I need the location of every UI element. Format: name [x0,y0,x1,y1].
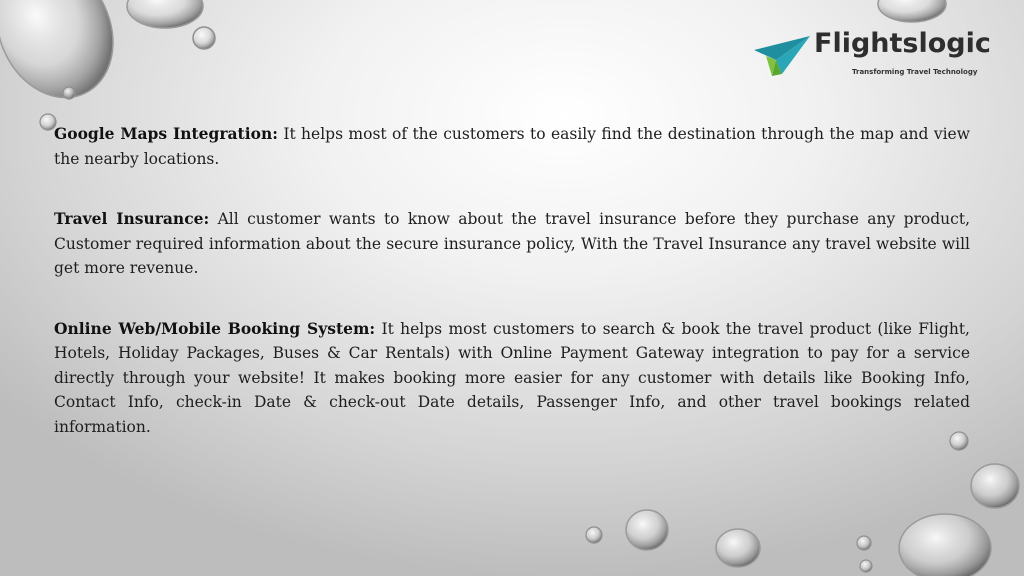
paragraph-heading: Travel Insurance: [54,209,210,228]
features-text-body [54,122,970,475]
paragraph-text: All customer wants to know about the travel insurance before they purchase any product, Customer required information about the secure insurance policy, With the Travel Insurance any travel website will get more revenue. [54,210,970,277]
paragraph-text: It helps most customers to search & book the travel product (like Flight, Hotels, Holiday Packages, Buses & Car Rentals) with Online Payment Gateway integration to pay for a service directly through your website! It makes booking more easier for any customer with details like Booking Info, Contact Info, check-in Date & check-out Date details, Passenger Info, and other travel bookings related information. [54,319,970,436]
flightslogic-logo [752,26,991,86]
paragraph-text: It helps most of the customers to easily find the destination through the map and view the nearby locations. [54,125,970,168]
paragraph-google-maps [54,122,970,171]
paper-plane-icon [752,34,812,78]
paragraph-heading: Online Web/Mobile Booking System: [54,318,376,338]
droplet-group-top-left [0,0,215,130]
droplet-group-top-right [878,0,946,22]
paragraph-online-booking [54,317,970,440]
logo-tagline: Transforming Travel Technology [852,68,978,76]
paragraph-heading: Google Maps Integration: [54,124,278,143]
paragraph-travel-insurance [54,207,970,281]
logo-name: Flightslogic [814,28,991,59]
